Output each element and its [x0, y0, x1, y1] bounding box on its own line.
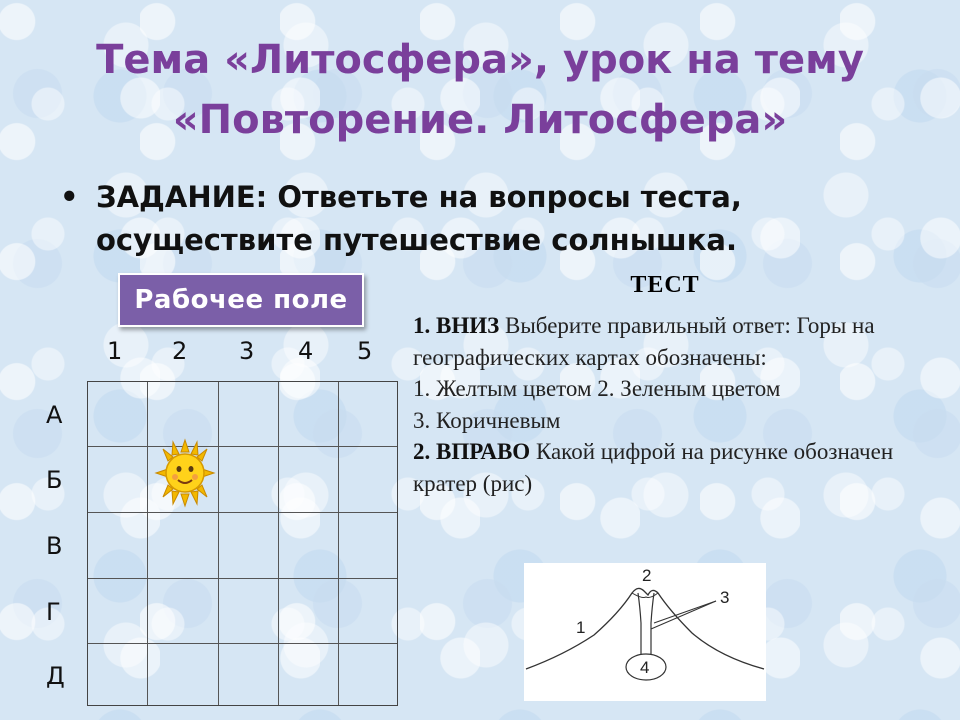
title-line-1: Тема «Литосфера», урок на тему — [96, 37, 864, 83]
question-2 — [413, 436, 923, 499]
test-heading: ТЕСТ — [630, 272, 700, 298]
grid-line — [88, 578, 397, 579]
column-label: 5 — [357, 337, 373, 365]
title-line-2: «Повторение. Литосфера» — [172, 97, 788, 143]
grid-line — [88, 643, 397, 644]
workfield-label: Рабочее поле — [118, 273, 364, 327]
grid-line — [147, 382, 148, 705]
question-1 — [413, 310, 923, 373]
bullet: • — [60, 180, 79, 214]
question-1-options-2: 3. Коричневым — [413, 407, 561, 433]
grid-line — [88, 446, 397, 447]
row-label: В — [46, 532, 63, 560]
grid-line — [338, 382, 339, 705]
question-1-options-1: 1. Желтым цветом 2. Зеленым цветом — [413, 376, 781, 401]
column-label: 2 — [172, 337, 188, 365]
row-label: Г — [46, 598, 61, 626]
question-2-label: 2. ВПРАВО — [413, 439, 531, 464]
grid-line — [278, 382, 279, 705]
slide-title — [0, 30, 960, 150]
question-1-label: 1. ВНИЗ — [413, 313, 500, 338]
volcano-diagram — [524, 563, 766, 701]
question-1-text: Выберите правильный ответ: Горы на географических картах обозначены: — [413, 313, 875, 370]
test-body — [413, 310, 923, 499]
sun-icon — [154, 438, 216, 508]
grid-line — [88, 512, 397, 513]
task-block — [60, 176, 920, 262]
question-2-text: Какой цифрой на рисунке обозначен кратер (рис) — [413, 439, 894, 496]
column-label: 4 — [298, 337, 314, 365]
column-label: 1 — [107, 337, 123, 365]
task-line-2: осуществите путешествие солнышка. — [96, 223, 737, 257]
task-line-1: ЗАДАНИЕ: Ответьте на вопросы теста, — [96, 180, 742, 214]
grid-line — [218, 382, 219, 705]
row-label: Д — [46, 662, 65, 690]
row-label: Б — [46, 466, 63, 494]
column-label: 3 — [239, 337, 255, 365]
work-grid — [87, 381, 398, 706]
figure-label: 4 — [640, 658, 650, 677]
figure-label: 2 — [642, 566, 652, 585]
figure-label: 3 — [720, 588, 730, 607]
figure-label: 1 — [576, 618, 586, 637]
row-label: А — [46, 401, 63, 429]
